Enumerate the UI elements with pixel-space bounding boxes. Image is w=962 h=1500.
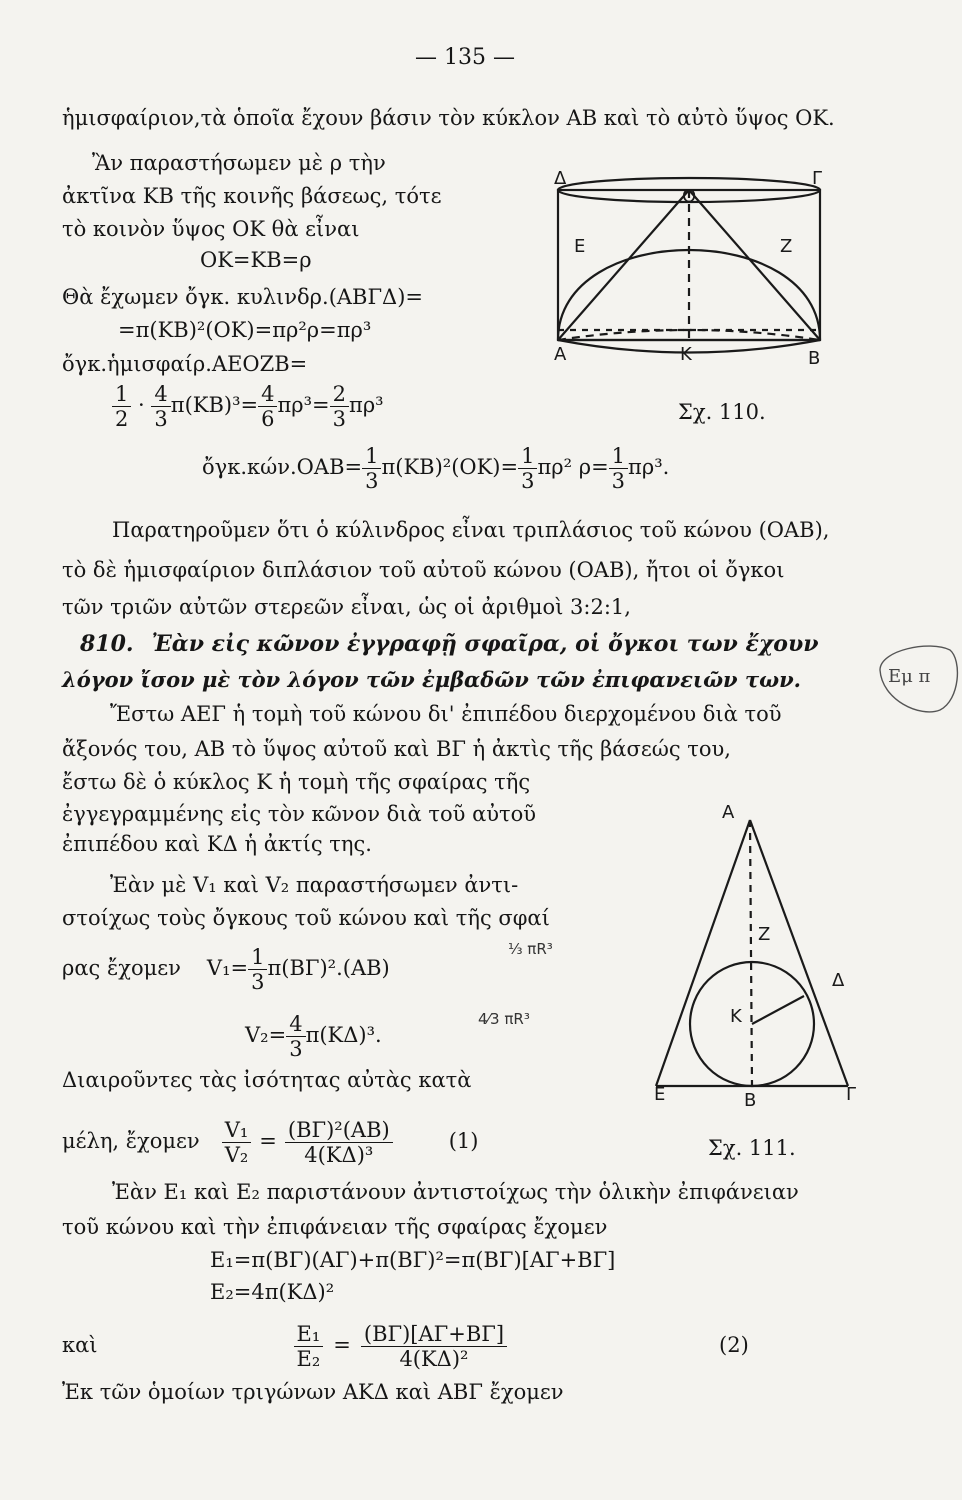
page-number: — 135 — xyxy=(415,45,515,70)
handwritten-note: ⅓ πR³ xyxy=(508,940,553,958)
label-o: Ο xyxy=(682,186,697,207)
text-line: Διαιροῦντες τὰς ἰσότητας αὐτὰς κατὰ xyxy=(62,1068,472,1092)
label-zeta: Ζ xyxy=(758,924,771,945)
fraction: $\frac{1}{3}$ xyxy=(248,945,267,994)
fraction: $\frac{\text{(ΒΓ)²(ΑΒ)}}{\text{4(ΚΔ)³}}$ xyxy=(285,1118,393,1167)
label-epsilon: Ε xyxy=(654,1084,666,1105)
figure-111-cone-sphere-diagram xyxy=(640,800,860,1111)
label-alpha: Α xyxy=(554,344,567,365)
equation: Ε₂=4π(ΚΔ)² xyxy=(210,1280,335,1304)
label-alpha: Α xyxy=(722,802,735,823)
theorem-text: λόγον ἴσον μὲ τὸν λόγον τῶν ἐμβαδῶν τῶν ἐπιφανειῶν των. xyxy=(62,667,801,692)
label-kappa: Κ xyxy=(680,344,692,365)
label-delta: Δ xyxy=(554,168,567,189)
theorem-number: 810. xyxy=(80,631,134,657)
ratio-equation-1: μέλη, ἔχομεν $\frac{\text{V₁}}{\text{V₂}}$ = $\frac{\text{(ΒΓ)²(ΑΒ)}}{\text{4(ΚΔ)³}}$ (1) xyxy=(62,1118,479,1167)
label-kappa: Κ xyxy=(730,1006,742,1027)
handwritten-margin-note xyxy=(870,630,962,720)
label-delta: Δ xyxy=(832,970,845,991)
text-line: τῶν τριῶν αὐτῶν στερεῶν εἶναι, ὡς οἱ ἀριθμοὶ 3:2:1, xyxy=(62,595,631,619)
fraction: $\frac{2}{3}$ xyxy=(330,382,349,431)
label-beta: Β xyxy=(744,1090,757,1111)
text-line: Ἔστω ΑΕΓ ἡ τομὴ τοῦ κώνου δι' ἐπιπέδου διερχομένου διὰ τοῦ xyxy=(110,702,782,726)
figure-caption: Σχ. 110. xyxy=(678,400,766,424)
theorem-heading: 810. Ἐὰν εἰς κῶνον ἐγγραφῇ σφαῖρα, οἱ ὄγκοι των ἔχουν xyxy=(80,631,819,657)
text-line: ἐγγεγραμμένης εἰς τὸν κῶνον διὰ τοῦ αὐτοῦ xyxy=(62,802,537,826)
text-line: ἀκτῖνα ΚΒ τῆς κοινῆς βάσεως, τότε xyxy=(62,184,442,208)
text-line: Ἂν παραστήσωμεν μὲ ρ τὴν xyxy=(92,151,386,175)
fraction: $\frac{4}{6}$ xyxy=(258,382,277,431)
text-line: Ἐκ τῶν ὁμοίων τριγώνων ΑΚΔ καὶ ΑΒΓ ἔχομεν xyxy=(62,1380,564,1404)
hemisphere-volume-equation: $\frac{1}{2}$ · $\frac{4}{3}$ π(ΚΒ)³= $\frac{4}{6}$ πρ³= $\frac{2}{3}$ πρ³ xyxy=(112,382,384,431)
fraction: $\frac{\text{V₁}}{\text{V₂}}$ xyxy=(222,1118,252,1167)
text-line: Παρατηροῦμεν ὅτι ὁ κύλινδρος εἶναι τριπλάσιος τοῦ κώνου (ΟΑΒ), xyxy=(112,518,830,542)
fraction: $\frac{\text{Ε₁}}{\text{Ε₂}}$ xyxy=(294,1322,324,1371)
ratio-equation-2: καὶ $\frac{\text{Ε₁}}{\text{Ε₂}}$ = $\frac{(B\Gamma)[A\Gamma+B\Gamma]}{\text{4(ΚΔ)²}}$ (2) xyxy=(62,1322,749,1371)
fraction: $\frac{1}{3}$ xyxy=(518,444,537,493)
fraction: $\frac{1}{2}$ xyxy=(112,382,131,431)
text-line: ἄξονός του, ΑΒ τὸ ὕψος αὐτοῦ καὶ ΒΓ ἡ ἀκτὶς τῆς βάσεώς του, xyxy=(62,737,731,761)
sphere-volume-V2: V₂= $\frac{4}{3}$ π(ΚΔ)³. xyxy=(245,1012,382,1061)
text-line: ἔστω δὲ ὁ κύκλος Κ ἡ τομὴ τῆς σφαίρας τῆς xyxy=(62,770,531,794)
label-gamma: Γ xyxy=(846,1084,857,1105)
text-line: Θὰ ἔχωμεν ὄγκ. κυλινδρ.(ΑΒΓΔ)= xyxy=(62,285,424,309)
text-line: ὄγκ.ἡμισφαίρ.ΑΕΟΖΒ= xyxy=(62,352,308,376)
text-line: Ἐὰν Ε₁ καὶ Ε₂ παριστάνουν ἀντιστοίχως τὴν ὁλικὴν ἐπιφάνειαν xyxy=(112,1180,799,1204)
text-line: ἡμισφαίριον,τὰ ὁποῖα ἔχουν βάσιν τὸν κύκλον ΑΒ καὶ τὸ αὐτὸ ὕψος ΟΚ. xyxy=(62,106,835,130)
fraction: $\frac{4}{3}$ xyxy=(151,382,170,431)
text-line: στοίχως τοὺς ὄγκους τοῦ κώνου καὶ τῆς σφαί xyxy=(62,906,550,930)
equation: =π(ΚΒ)²(ΟΚ)=πρ²ρ=πρ³ xyxy=(118,318,372,342)
label-epsilon: Ε xyxy=(574,236,586,257)
text-line: ἐπιπέδου καὶ ΚΔ ἡ ἀκτίς της. xyxy=(62,832,372,856)
equation: Ε₁=π(ΒΓ)(ΑΓ)+π(ΒΓ)²=π(ΒΓ)[ΑΓ+ΒΓ] xyxy=(210,1248,616,1272)
fraction: $\frac{1}{3}$ xyxy=(609,444,628,493)
equation: ΟΚ=ΚΒ=ρ xyxy=(200,248,312,272)
fraction: $\frac{4}{3}$ xyxy=(286,1012,305,1061)
figure-110-cylinder-diagram xyxy=(540,160,850,380)
text-line: τὸ κοινὸν ὕψος ΟΚ θὰ εἶναι xyxy=(62,217,360,241)
label-beta: Β xyxy=(808,348,821,369)
handwritten-note: 4⁄3 πR³ xyxy=(478,1010,530,1028)
cone-volume-equation: ὄγκ.κών.ΟΑΒ= $\frac{1}{3}$ π(ΚΒ)²(ΟΚ)= $\frac{1}{3}$ πρ² ρ= $\frac{1}{3}$ πρ³. xyxy=(202,444,670,493)
text-line: τὸ δὲ ἡμισφαίριον διπλάσιον τοῦ αὐτοῦ κώνου (ΟΑΒ), ἤτοι οἱ ὄγκοι xyxy=(62,558,785,582)
label-gamma: Γ xyxy=(812,168,823,189)
label-zeta: Ζ xyxy=(780,236,793,257)
fraction: $\frac{(B\Gamma)[A\Gamma+B\Gamma]}{\text{4(ΚΔ)²}}$ xyxy=(361,1322,507,1371)
figure-caption: Σχ. 111. xyxy=(708,1136,796,1160)
svg-text:Εμ π: Εμ π xyxy=(888,666,931,687)
text-line: Ἐὰν μὲ V₁ καὶ V₂ παραστήσωμεν ἀντι- xyxy=(110,873,519,897)
text-line: τοῦ κώνου καὶ τὴν ἐπιφάνειαν τῆς σφαίρας ἔχομεν xyxy=(62,1215,608,1239)
cone-volume-V1: ρας ἔχομεν V₁= $\frac{1}{3}$ π(ΒΓ)².(ΑΒ) xyxy=(62,945,390,994)
fraction: $\frac{1}{3}$ xyxy=(362,444,381,493)
